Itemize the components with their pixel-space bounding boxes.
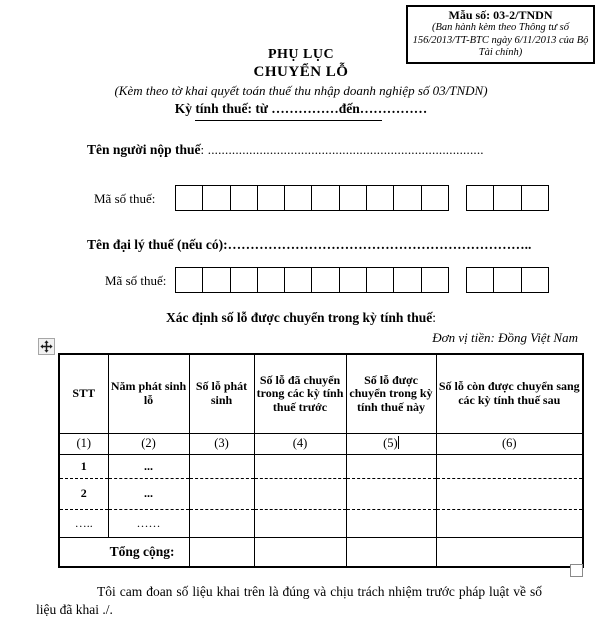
table-row — [59, 454, 583, 478]
tax-code-box[interactable] — [285, 268, 312, 292]
agent-tax-code-branch[interactable] — [466, 267, 549, 293]
tax-code-box[interactable] — [312, 268, 339, 292]
cell-loss[interactable] — [189, 478, 254, 509]
title-block — [0, 46, 602, 121]
table-header-stt: STT — [59, 354, 108, 433]
cell-remaining[interactable] — [436, 454, 583, 478]
tax-code-box[interactable] — [203, 268, 230, 292]
agent-tax-code-main[interactable] — [175, 267, 449, 293]
cell-stt: ….. — [59, 509, 108, 537]
form-issuance-note: (Ban hành kèm theo Thông tư số 156/2013/TT-BTC ngày 6/11/2013 của Bộ Tài chính) — [412, 22, 589, 58]
taxpayer-name-fill[interactable]: : ................................................................................ — [200, 142, 484, 157]
cell-carried-prev[interactable] — [254, 509, 346, 537]
section-heading: Xác định số lỗ được chuyển trong kỳ tính thuế: — [165, 310, 437, 325]
tax-code-box[interactable] — [522, 186, 548, 210]
tax-code-box[interactable] — [258, 268, 285, 292]
index-col-6: (6) — [436, 433, 583, 454]
table-move-handle[interactable] — [38, 338, 55, 355]
table-row — [59, 509, 583, 537]
title-line2: CHUYỂN LỖ — [253, 64, 349, 80]
cell-carried-this[interactable] — [346, 478, 436, 509]
tax-code-box[interactable] — [176, 268, 203, 292]
index-col-4: (4) — [254, 433, 346, 454]
agent-name-label: Tên đại lý thuế (nếu có): — [87, 237, 228, 252]
tax-code-box[interactable] — [467, 186, 494, 210]
table-index-row — [59, 433, 583, 454]
taxpayer-tax-code-main[interactable] — [175, 185, 449, 211]
tax-code-box[interactable] — [176, 186, 203, 210]
taxpayer-tax-code-branch[interactable] — [466, 185, 549, 211]
tax-code-box[interactable] — [285, 186, 312, 210]
cell-year[interactable]: …… — [108, 509, 189, 537]
table-header-row — [59, 354, 583, 433]
total-carried-this[interactable] — [346, 537, 436, 567]
cell-remaining[interactable] — [436, 478, 583, 509]
index-col-3: (3) — [189, 433, 254, 454]
tax-code-box[interactable] — [258, 186, 285, 210]
declaration-text: Tôi cam đoan số liệu khai trên là đúng và chịu trách nhiệm trước pháp luật về số liệu đã khai ./. — [36, 584, 542, 617]
tax-code-box[interactable] — [231, 186, 258, 210]
tax-code-box[interactable] — [312, 186, 339, 210]
cell-carried-this[interactable] — [346, 454, 436, 478]
agent-tax-code-label: Mã số thuế: — [105, 273, 167, 288]
table-header-carried-previous: Số lỗ đã chuyển trong các kỳ tính thuế trước — [254, 354, 346, 433]
tax-code-box[interactable] — [394, 268, 421, 292]
index-col-2: (2) — [108, 433, 189, 454]
total-carried-prev[interactable] — [254, 537, 346, 567]
cell-loss[interactable] — [189, 509, 254, 537]
total-loss[interactable] — [189, 537, 254, 567]
tax-code-box[interactable] — [231, 268, 258, 292]
table-total-row — [59, 537, 583, 567]
cell-stt: 2 — [59, 478, 108, 509]
move-icon — [40, 340, 53, 353]
table-header-loss-incurred: Số lỗ phát sinh — [189, 354, 254, 433]
cell-carried-prev[interactable] — [254, 454, 346, 478]
title-subtitle: (Kèm theo tờ khai quyết toán thuế thu nhập doanh nghiệp số 03/TNDN) — [114, 83, 488, 98]
taxpayer-name-label: Tên người nộp thuế — [87, 142, 201, 157]
taxpayer-tax-code-label: Mã số thuế: — [94, 191, 156, 206]
loss-table — [58, 353, 584, 568]
tax-code-box[interactable] — [422, 268, 448, 292]
tax-code-box[interactable] — [340, 186, 367, 210]
cell-stt: 1 — [59, 454, 108, 478]
table-header-carried-this-period: Số lỗ được chuyển trong kỳ tính thuế này — [346, 354, 436, 433]
form-number: Mẫu số: 03-2/TNDN — [448, 8, 553, 22]
agent-name-line — [87, 237, 531, 253]
tax-code-box[interactable] — [422, 186, 448, 210]
tax-period-line[interactable]: Kỳ tính thuế: từ ……………đến…………… — [174, 101, 428, 116]
table-resize-handle[interactable] — [570, 564, 583, 577]
tax-code-box[interactable] — [203, 186, 230, 210]
cell-carried-this[interactable] — [346, 509, 436, 537]
table-header-year: Năm phát sinh lỗ — [108, 354, 189, 433]
title-divider — [195, 120, 382, 121]
taxpayer-name-line — [87, 142, 484, 158]
title-line1: PHỤ LỤC — [267, 47, 335, 62]
tax-code-box[interactable] — [494, 186, 521, 210]
cell-remaining[interactable] — [436, 509, 583, 537]
tax-code-box[interactable] — [367, 268, 394, 292]
total-label: Tổng cộng: — [59, 537, 189, 567]
tax-code-box[interactable] — [340, 268, 367, 292]
currency-note: Đơn vị tiền: Đồng Việt Nam — [432, 330, 578, 345]
cell-year[interactable]: ... — [108, 454, 189, 478]
index-col-5: (5) — [346, 433, 436, 454]
tax-code-box[interactable] — [367, 186, 394, 210]
tax-code-box[interactable] — [394, 186, 421, 210]
table-header-remaining: Số lỗ còn được chuyển sang các kỳ tính thuế sau — [436, 354, 583, 433]
tax-code-box[interactable] — [467, 268, 494, 292]
table-row — [59, 478, 583, 509]
cell-carried-prev[interactable] — [254, 478, 346, 509]
total-remaining[interactable] — [436, 537, 583, 567]
tax-code-box[interactable] — [494, 268, 521, 292]
text-cursor — [398, 436, 399, 449]
cell-year[interactable]: ... — [108, 478, 189, 509]
cell-loss[interactable] — [189, 454, 254, 478]
tax-code-box[interactable] — [522, 268, 548, 292]
agent-name-fill[interactable]: ………………………………………………………….. — [227, 237, 532, 252]
index-col-1: (1) — [59, 433, 108, 454]
